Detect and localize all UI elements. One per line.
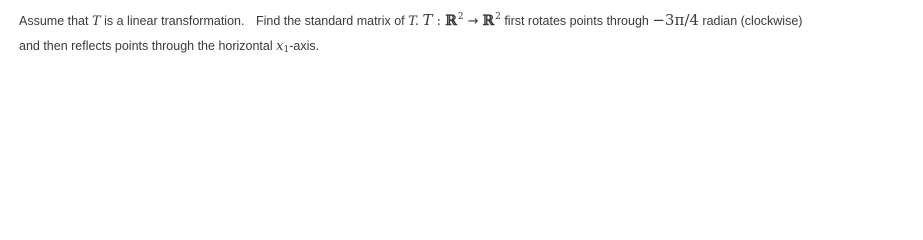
text-then-reflects: and then reflects points through the horizontal — [19, 39, 273, 53]
codomain-symbol: ℝ — [482, 13, 495, 29]
right-arrow-icon: → — [467, 14, 479, 29]
text-radian-clockwise: radian (clockwise) — [702, 14, 803, 28]
map-variable-t: T — [422, 11, 433, 29]
domain-exponent: 2 — [457, 12, 464, 22]
mapping-notation — [423, 13, 501, 28]
axis-subscript: 1 — [283, 45, 290, 55]
problem-statement — [19, 8, 919, 59]
problem-line-1 — [19, 8, 919, 34]
map-colon: : — [432, 14, 446, 29]
codomain-exponent: 2 — [495, 12, 501, 22]
problem-line-2 — [19, 34, 919, 59]
variable-t: T — [91, 14, 101, 29]
domain-symbol: ℝ — [445, 13, 457, 29]
variable-t-period: T. — [408, 14, 420, 29]
text-assume-that: Assume that — [19, 14, 89, 28]
text-find-standard-matrix: Find the standard matrix of — [255, 14, 405, 28]
text-is-linear: is a linear transformation. — [104, 14, 245, 28]
rotation-angle: −3π/4 — [652, 11, 699, 29]
axis-variable: x — [276, 39, 284, 54]
text-first-rotates: first rotates points through — [504, 14, 649, 28]
text-axis: -axis. — [289, 39, 320, 53]
